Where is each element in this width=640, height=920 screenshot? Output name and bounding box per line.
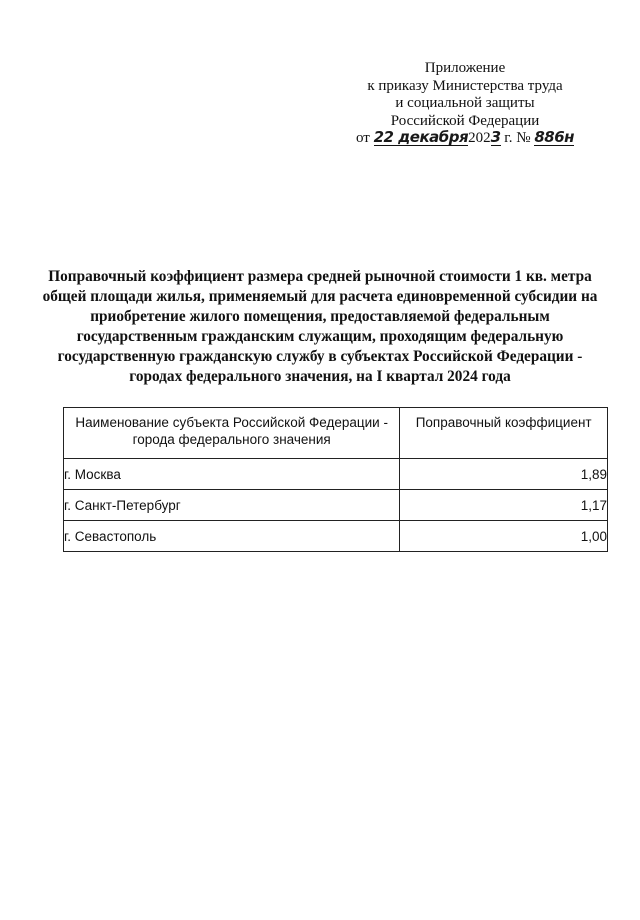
title-line: общей площади жилья, применяемый для расчета единовременной субсидии на bbox=[42, 288, 598, 305]
table-header-row bbox=[64, 408, 608, 459]
year-prefix: 202 bbox=[468, 130, 491, 146]
title-line: городах федерального значения, на I квартал 2024 года bbox=[129, 368, 511, 385]
order-reference-line: к приказу Министерства труда bbox=[367, 77, 563, 94]
title-line: государственную гражданскую службу в субъектах Российской Федерации - bbox=[57, 348, 583, 365]
appendix-label: Приложение bbox=[424, 60, 506, 76]
region-name-cell: г. Москва bbox=[64, 459, 400, 490]
column-header-coefficient: Поправочный коэффициент bbox=[400, 408, 608, 459]
handwritten-year-digit: 3 bbox=[490, 128, 501, 146]
coefficient-cell: 1,00 bbox=[400, 521, 608, 552]
date-prefix: от bbox=[355, 130, 370, 146]
title-line: Поправочный коэффициент размера средней рыночной стоимости 1 кв. метра bbox=[48, 268, 592, 285]
order-date-line bbox=[340, 130, 590, 148]
handwritten-order-number: 886н bbox=[534, 128, 575, 146]
ministry-line: и социальной защиты bbox=[395, 95, 535, 111]
title-line: приобретение жилого помещения, предоставляемой федеральным bbox=[90, 308, 550, 325]
title-line: государственным гражданским служащим, проходящим федеральную bbox=[76, 328, 564, 345]
document-title bbox=[40, 267, 600, 387]
number-prefix: г. № bbox=[504, 130, 531, 146]
table-row bbox=[64, 490, 608, 521]
region-name-cell: г. Санкт-Петербург bbox=[64, 490, 400, 521]
coefficient-table bbox=[63, 407, 608, 552]
appendix-header bbox=[340, 60, 590, 148]
handwritten-date: 22 декабря bbox=[373, 128, 469, 146]
coefficient-cell: 1,17 bbox=[400, 490, 608, 521]
coefficient-cell: 1,89 bbox=[400, 459, 608, 490]
column-header-region: Наименование субъекта Российской Федерации - города федерального значения bbox=[64, 408, 400, 459]
table-row bbox=[64, 459, 608, 490]
region-name-cell: г. Севастополь bbox=[64, 521, 400, 552]
federation-line: Российской Федерации bbox=[390, 112, 540, 129]
table-row bbox=[64, 521, 608, 552]
